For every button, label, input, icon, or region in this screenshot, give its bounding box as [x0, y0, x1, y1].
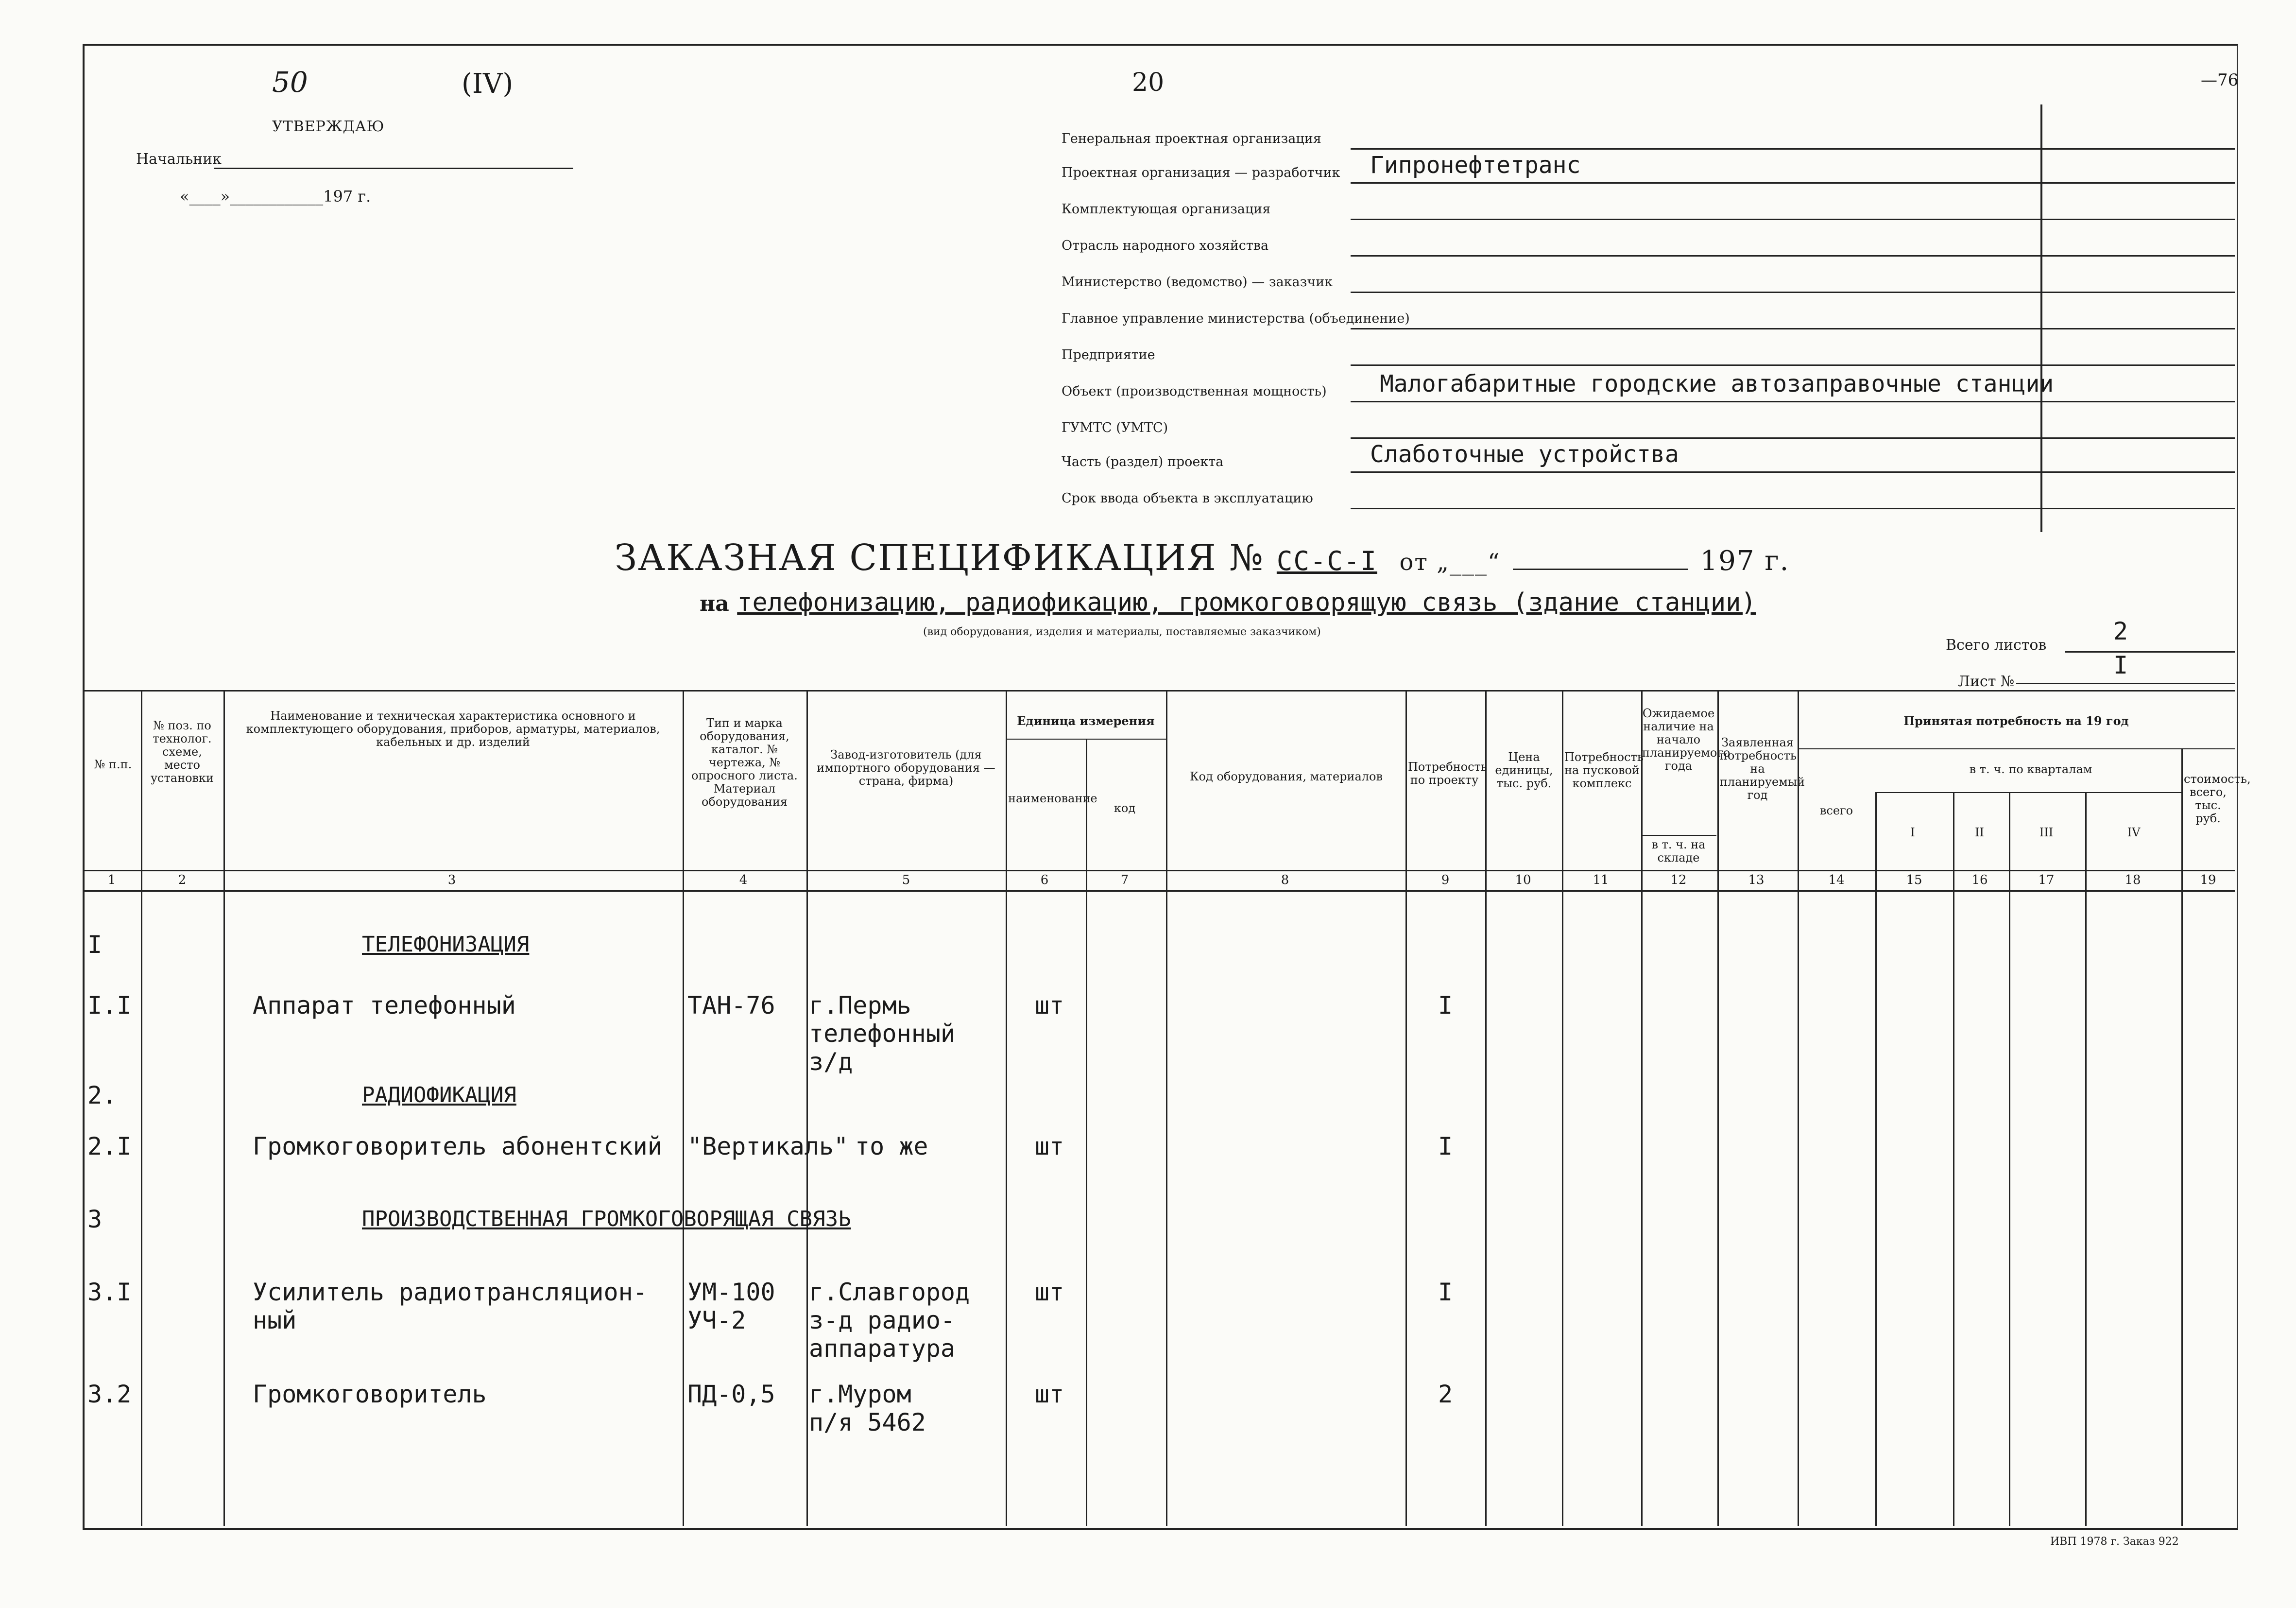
org-field-label: Срок ввода объекта в эксплуатацию: [1062, 491, 1313, 506]
row-number: I.I: [87, 991, 132, 1020]
item-name: Громкоговоритель абонентский: [253, 1132, 662, 1160]
hdr-q3: III: [2039, 826, 2054, 839]
table-column-rule: [1006, 690, 1007, 1526]
column-number: 6: [1040, 873, 1049, 887]
hdr-total: всего: [1819, 804, 1853, 817]
column-number: 1: [107, 873, 116, 887]
print-mark: ИВП 1978 г. Заказ 922: [2050, 1536, 2179, 1548]
item-unit: шт: [1035, 991, 1064, 1020]
roman-numeral: (IV): [462, 68, 514, 100]
spec-subject: телефонизацию, радиофикацию, громкоговорящую связь (здание станции): [737, 588, 1756, 617]
hdr-unit-name: наименование: [1008, 792, 1097, 805]
sheets-total-label: Всего листов: [1946, 637, 2047, 654]
spec-number: СС-С-I: [1276, 546, 1377, 576]
column-number: 2: [178, 873, 187, 887]
item-type: "Вертикаль": [687, 1132, 849, 1160]
org-field-label: ГУМТС (УМТС): [1062, 420, 1168, 435]
table-column-rule: [1717, 690, 1719, 1526]
org-field-label: Министерство (ведомство) — заказчик: [1062, 275, 1333, 290]
spec-date-blank: [1513, 569, 1688, 570]
table-column-rule: [1562, 690, 1563, 1526]
org-field-line: [1351, 292, 2235, 293]
approve-label: УТВЕРЖДАЮ: [272, 118, 385, 135]
hdr-equipment-code: Код оборудования, материалов: [1189, 770, 1383, 783]
table-column-rule: [806, 690, 808, 1526]
hdr-declared: Заявленная потребность на планируемый год: [1720, 736, 1805, 802]
org-field-line: [1351, 508, 2235, 509]
table-column-rule: [683, 690, 684, 1526]
org-field-label: Предприятие: [1062, 347, 1155, 363]
approval-date: «____»____________197 г.: [180, 187, 371, 206]
org-field-value: Малогабаритные городские автозаправочные станции: [1380, 370, 2054, 398]
section-heading: ТЕЛЕФОНИЗАЦИЯ: [362, 932, 530, 957]
item-type: ТАН-76: [687, 991, 775, 1020]
org-field-line: [1351, 219, 2235, 220]
org-field-value: Гипронефтетранс: [1370, 152, 1581, 179]
row-number: 3.I: [87, 1278, 132, 1306]
column-number: 9: [1441, 873, 1450, 887]
column-number: 11: [1593, 873, 1609, 887]
hdr-quarter-group: в т. ч. по кварталам: [1969, 762, 2092, 776]
column-number: 19: [2200, 873, 2216, 887]
spec-subject-prefix: на: [700, 591, 729, 616]
column-number: 17: [2038, 873, 2055, 887]
org-field-line: [1351, 437, 2235, 439]
sheets-total-value: 2: [2113, 617, 2128, 645]
org-field-label: Часть (раздел) проекта: [1062, 454, 1224, 469]
hdr-q2: II: [1975, 826, 1984, 839]
handwritten-number: 50: [272, 66, 308, 99]
item-quantity: 2: [1438, 1380, 1453, 1408]
hdr-unit-group: Единица измерения: [1017, 714, 1155, 728]
item-maker: г.Муром п/я 5462: [809, 1380, 926, 1436]
item-name: Усилитель радиотрансляцион- ный: [253, 1278, 648, 1334]
item-quantity: I: [1438, 991, 1453, 1020]
table-column-rule: [1875, 792, 1877, 1526]
table-column-rule: [1641, 690, 1643, 1526]
spec-subject-note: (вид оборудования, изделия и материалы, поставляемые заказчиком): [923, 626, 1321, 638]
table-column-rule: [2085, 792, 2087, 1526]
row-number: 2.I: [87, 1132, 132, 1160]
item-name: Громкоговоритель: [253, 1380, 487, 1408]
org-field-line: [1351, 328, 2235, 329]
hdr-in-stock: в т. ч. на складе: [1651, 838, 1706, 865]
item-maker: г.Пермь телефонный з/д: [809, 991, 956, 1076]
hdr-accepted-group: Принятая потребность на 19 год: [1903, 714, 2129, 728]
hdr-no: № п.п.: [94, 758, 132, 771]
hdr-cost: стоимость, всего, тыс. руб.: [2184, 772, 2251, 825]
org-field-label: Комплектующая организация: [1062, 202, 1271, 217]
org-field-line: [1351, 182, 2235, 184]
table-column-rule: [1953, 792, 1954, 1526]
column-number: 12: [1670, 873, 1687, 887]
org-field-line: [1351, 401, 2235, 402]
column-number: 3: [447, 873, 456, 887]
column-number: 5: [902, 873, 910, 887]
org-field-line: [1351, 364, 2235, 366]
sheet-number-label: Лист №: [1958, 673, 2015, 690]
hdr-name: Наименование и техническая характеристика основного и комплектующего оборудования, приборов, арматуры, материалов, кабельных и др. изделий: [246, 709, 660, 749]
section-heading: ПРОИЗВОДСТВЕННАЯ ГРОМКОГОВОРЯЩАЯ СВЯЗЬ: [362, 1207, 851, 1231]
org-field-line: [1351, 255, 2235, 257]
table-column-rule: [1086, 739, 1087, 1526]
item-quantity: I: [1438, 1278, 1453, 1306]
chief-signature-line: [214, 168, 573, 169]
sheets-total-line: [2065, 651, 2235, 653]
table-colnum-rule: [83, 890, 2235, 892]
hdr-accepted-rule: [1798, 748, 2235, 749]
row-number: 3.2: [87, 1380, 132, 1408]
row-number: I: [87, 931, 103, 959]
spec-title-main: ЗАКАЗНАЯ СПЕЦИФИКАЦИЯ №: [615, 537, 1265, 579]
spec-year: 197 г.: [1700, 545, 1790, 577]
column-number: 16: [1971, 873, 1988, 887]
column-number: 7: [1120, 873, 1129, 887]
org-field-label: Главное управление министерства (объединение): [1062, 311, 1410, 326]
item-name: Аппарат телефонный: [253, 991, 516, 1020]
table-header-rule: [83, 870, 2235, 871]
table-column-rule: [1405, 690, 1407, 1526]
column-number: 10: [1515, 873, 1531, 887]
column-number: 8: [1281, 873, 1289, 887]
table-column-rule: [2181, 748, 2183, 1526]
item-unit: шт: [1035, 1132, 1064, 1160]
hdr-stock-rule: [1641, 835, 1716, 836]
org-field-label: Объект (производственная мощность): [1062, 384, 1327, 399]
table-column-rule: [1166, 690, 1167, 1526]
item-maker: то же: [855, 1132, 928, 1160]
org-field-label: Генеральная проектная организация: [1062, 131, 1321, 146]
hdr-demand: Потребность по проекту: [1408, 760, 1487, 787]
hdr-maker: Завод-изготовитель (для импортного оборудования — страна, фирма): [817, 748, 995, 788]
hdr-q4: IV: [2127, 826, 2141, 839]
chief-label: Начальник: [136, 151, 222, 168]
item-quantity: I: [1438, 1132, 1453, 1160]
column-number: 4: [739, 873, 748, 887]
table-column-rule: [141, 690, 142, 1526]
org-field-line: [1351, 471, 2235, 473]
sheet-number-value: I: [2113, 651, 2128, 679]
org-field-label: Проектная организация — разработчик: [1062, 165, 1340, 180]
row-number: 2.: [87, 1081, 117, 1109]
spec-subject-line: [700, 588, 1756, 617]
table-column-rule: [2009, 792, 2010, 1526]
sheet-number-line: [2016, 683, 2235, 684]
right-margin-rule: [2040, 104, 2042, 532]
section-heading: РАДИОФИКАЦИЯ: [362, 1083, 516, 1107]
org-field-label: Отрасль народного хозяйства: [1062, 238, 1269, 253]
table-column-rule: [223, 690, 225, 1526]
hdr-type: Тип и марка оборудования, каталог. № чертежа, № опросного листа. Материал оборудования: [691, 716, 798, 809]
column-number: 14: [1828, 873, 1845, 887]
item-unit: шт: [1035, 1380, 1064, 1408]
org-field-line: [1351, 148, 2235, 150]
item-unit: шт: [1035, 1278, 1064, 1306]
column-number: 13: [1748, 873, 1765, 887]
row-number: 3: [87, 1205, 103, 1233]
column-number: 18: [2125, 873, 2141, 887]
spec-from: от „___“: [1399, 549, 1501, 576]
item-type: УМ-100 УЧ-2: [687, 1278, 775, 1334]
item-maker: г.Славгород з-д радио- аппаратура: [809, 1278, 970, 1363]
hdr-start-complex: Потребность на пусковой комплекс: [1564, 750, 1644, 790]
hdr-expected: Ожидаемое наличие на начало планируемого года: [1642, 707, 1731, 773]
hdr-q1: I: [1910, 826, 1915, 839]
table-column-rule: [1485, 690, 1487, 1526]
hdr-position: № поз. по технолог. схеме, место установки: [150, 719, 214, 785]
table-column-rule: [1798, 690, 1799, 1526]
table-top-rule: [83, 690, 2235, 692]
hdr-unit-rule: [1006, 739, 1166, 740]
org-field-value: Слаботочные устройства: [1370, 441, 1679, 468]
column-number: 15: [1906, 873, 1922, 887]
spec-title: [615, 537, 1789, 579]
hdr-quarter-rule: [1875, 792, 2181, 793]
corner-mark: —76: [2201, 70, 2239, 90]
hdr-price: Цена единицы, тыс. руб.: [1495, 750, 1553, 790]
hdr-unit-code: код: [1114, 801, 1136, 815]
item-type: ПД-0,5: [687, 1380, 775, 1408]
page-number: 20: [1132, 68, 1165, 97]
